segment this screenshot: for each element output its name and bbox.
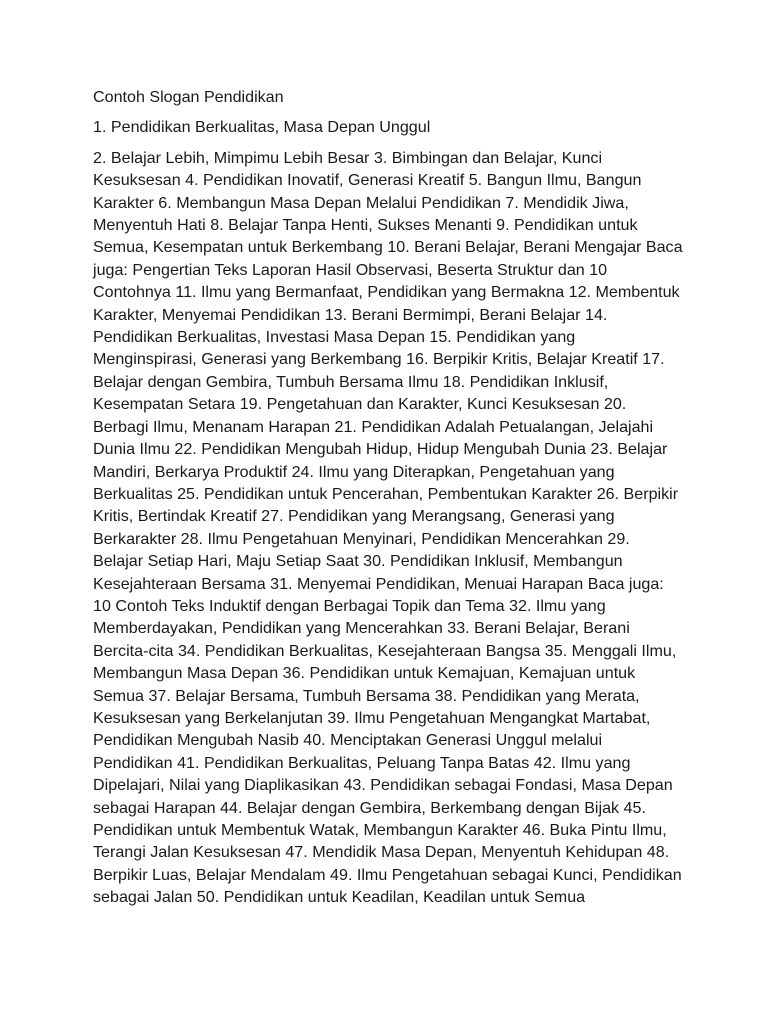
slogan-list-paragraph: 2. Belajar Lebih, Mimpimu Lebih Besar 3. Bimbingan dan Belajar, Kunci Kesuksesan 4. Pendidikan Inovatif, Generasi Kreatif 5. Bangun Ilmu, Bangun Karakter 6. Membangun Masa Depan Melalui Pendidikan 7. Mendidik Jiwa, Menyentuh Hati 8. Belajar Tanpa Henti, Sukses Menanti 9. Pendidikan untuk Semua, Kesempatan untuk Berkembang 10. Berani Belajar, Berani Mengajar Baca juga: Pengertian Teks Laporan Hasil Observasi, Beserta Struktur dan 10 Contohnya 11. Ilmu yang Bermanfaat, Pendidikan yang Bermakna 12. Membentuk Karakter, Menyemai Pendidikan 13. Berani Bermimpi, Berani Belajar 14. Pendidikan Berkualitas, Investasi Masa Depan 15. Pendidikan yang Menginspirasi, Generasi yang Berkembang 16. Berpikir Kritis, Belajar Kreatif 17. Belajar dengan Gembira, Tumbuh Bersama Ilmu 18. Pendidikan Inklusif, Kesempatan Setara 19. Pengetahuan dan Karakter, Kunci Kesuksesan 20. Berbagi Ilmu, Menanam Harapan 21. Pendidikan Adalah Petualangan, Jelajahi Dunia Ilmu 22. Pendidikan Mengubah Hidup, Hidup Mengubah Dunia 23. Belajar Mandiri, Berkarya Produktif 24. Ilmu yang Diterapkan, Pengetahuan yang Berkualitas 25. Pendidikan untuk Pencerahan, Pembentukan Karakter 26. Berpikir Kritis, Bertindak Kreatif 27. Pendidikan yang Merangsang, Generasi yang Berkarakter 28. Ilmu Pengetahuan Menyinari, Pendidikan Mencerahkan 29. Belajar Setiap Hari, Maju Setiap Saat 30. Pendidikan Inklusif, Membangun Kesejahteraan Bersama 31. Menyemai Pendidikan, Menuai Harapan Baca juga: 10 Contoh Teks Induktif dengan Berbagai Topik dan Tema 32. Ilmu yang Memberdayakan, Pendidikan yang Mencerahkan 33. Berani Belajar, Berani Bercita-cita 34. Pendidikan Berkualitas, Kesejahteraan Bangsa 35. Menggali Ilmu, Membangun Masa Depan 36. Pendidikan untuk Kemajuan, Kemajuan untuk Semua 37. Belajar Bersama, Tumbuh Bersama 38. Pendidikan yang Merata, Kesuksesan yang Berkelanjutan 39. Ilmu Pengetahuan Mengangkat Martabat, Pendidikan Mengubah Nasib 40. Menciptakan Generasi Unggul melalui Pendidikan 41. Pendidikan Berkualitas, Peluang Tanpa Batas 42. Ilmu yang Dipelajari, Nilai yang Diaplikasikan 43. Pendidikan sebagai Fondasi, Masa Depan sebagai Harapan 44. Belajar dengan Gembira, Berkembang dengan Bijak 45. Pendidikan untuk Membentuk Watak, Membangun Karakter 46. Buka Pintu Ilmu, Terangi Jalan Kesuksesan 47. Mendidik Masa Depan, Menyentuh Kehidupan 48. Berpikir Luas, Belajar Mendalam 49. Ilmu Pengetahuan sebagai Kunci, Pendidikan sebagai Jalan 50. Pendidikan untuk Keadilan, Keadilan untuk Semua	[93, 148, 683, 907]
document-page	[93, 86, 683, 909]
slogan-first-item: 1. Pendidikan Berkualitas, Masa Depan Unggul	[93, 118, 431, 137]
document-title: Contoh Slogan Pendidikan	[93, 88, 284, 106]
